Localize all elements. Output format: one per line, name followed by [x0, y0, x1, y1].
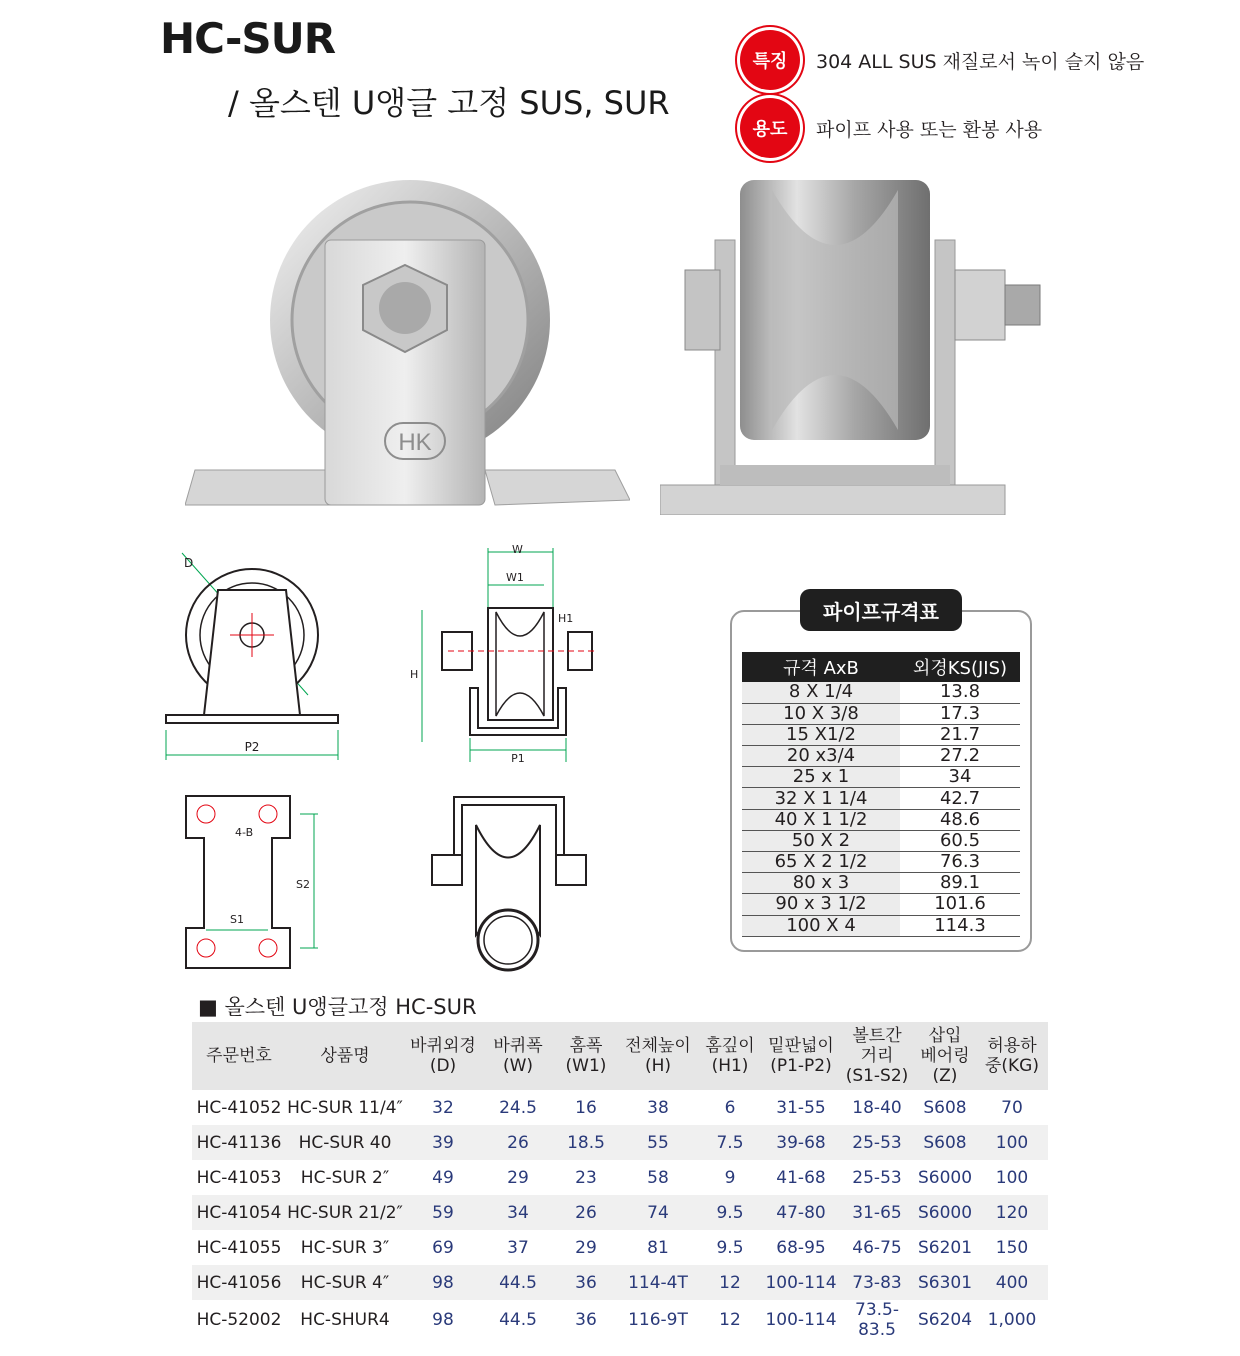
spec-row — [192, 1125, 1048, 1160]
spec-cell-load-capacity: 400 — [976, 1265, 1048, 1300]
spec-cell-product-name: HC-SUR 3″ — [300, 1237, 390, 1258]
pipe-od-cell: 76.3 — [900, 852, 1020, 873]
page-title: HC-SUR — [160, 14, 336, 63]
spec-col-label-line: 밑판넓이 — [768, 1036, 834, 1056]
spec-col-total-height — [618, 1022, 698, 1090]
spec-cell-order-no: HC-52002 — [196, 1310, 282, 1330]
spec-cell-order-no: HC-41056 — [192, 1265, 286, 1300]
spec-col-label-line: 바퀴외경 — [410, 1036, 476, 1056]
spec-cell-order-no: HC-41136 — [192, 1125, 286, 1160]
spec-col-label-line: 볼트간 — [852, 1026, 902, 1046]
spec-col-label-line: 홈깊이 — [705, 1036, 755, 1056]
pipe-size-cell: 8 X 1/4 — [742, 682, 900, 703]
spec-cell-groove-depth: 9.5 — [716, 1237, 744, 1258]
spec-cell-total-height: 114-4T — [618, 1265, 698, 1300]
pipe-row — [742, 894, 1020, 915]
label-w1: W1 — [506, 571, 524, 584]
spec-col-label-line: 베어링 — [920, 1046, 970, 1066]
spec-cell-bolt-distance: 18-40 — [852, 1097, 902, 1118]
pipe-size-cell: 32 X 1 1/4 — [742, 788, 900, 809]
spec-col-label-line: (H) — [644, 1056, 672, 1076]
pipe-row — [742, 830, 1020, 851]
usage-row — [740, 98, 1042, 158]
pipe-row — [742, 873, 1020, 894]
label-h: H — [410, 668, 419, 681]
pipe-col-size: 규격 AxB — [742, 652, 900, 682]
spec-cell-bolt-distance: 25-53 — [852, 1167, 902, 1188]
spec-col-order-no — [192, 1022, 286, 1090]
usage-badge: 용도 — [740, 98, 800, 158]
label-p2: P2 — [244, 740, 260, 754]
label-w: W — [512, 543, 523, 556]
pipe-row — [742, 809, 1020, 830]
drawing-assembly — [428, 795, 608, 975]
label-h1: H1 — [558, 612, 574, 625]
spec-cell-product-name: HC-SUR 4″ — [286, 1265, 404, 1300]
spec-col-bearing — [914, 1022, 976, 1090]
spec-row — [192, 1265, 1048, 1300]
spec-cell-order-no: HC-41055 — [196, 1237, 282, 1258]
spec-cell-groove-width: 29 — [575, 1237, 597, 1258]
pipe-od-cell: 21.7 — [900, 724, 1020, 745]
spec-cell-total-height: 58 — [647, 1167, 669, 1188]
spec-cell-bearing: S6204 — [917, 1310, 973, 1330]
label-s1: S1 — [230, 913, 244, 926]
label-p1: P1 — [511, 752, 525, 765]
spec-col-label-line: (P1-P2) — [770, 1056, 832, 1076]
spec-col-label-line: 바퀴폭 — [493, 1036, 543, 1056]
pipe-size-cell: 50 X 2 — [742, 830, 900, 851]
spec-cell-bearing: S6201 — [917, 1237, 973, 1258]
spec-cell-load-capacity: 100 — [976, 1125, 1048, 1160]
spec-col-base-width — [762, 1022, 840, 1090]
pipe-size-cell: 40 X 1 1/2 — [742, 809, 900, 830]
spec-cell-groove-width: 26 — [554, 1195, 618, 1230]
pipe-od-cell: 89.1 — [900, 873, 1020, 894]
pipe-size-cell: 20 x3/4 — [742, 746, 900, 767]
spec-cell-order-no: HC-41053 — [196, 1167, 282, 1188]
spec-cell-product-name: HC-SUR 40 — [286, 1125, 404, 1160]
spec-row — [192, 1300, 1048, 1340]
spec-col-label-line: (S1-S2) — [845, 1066, 909, 1086]
spec-cell-bearing: S6000 — [917, 1167, 973, 1188]
spec-cell-bolt-distance: 31-65 — [840, 1195, 914, 1230]
spec-row — [192, 1195, 1048, 1230]
spec-cell-wheel-diameter: 59 — [404, 1195, 482, 1230]
drawing-side — [408, 540, 608, 770]
pipe-col-od: 외경KS(JIS) — [900, 652, 1020, 682]
spec-cell-wheel-width: 44.5 — [499, 1310, 537, 1330]
spec-cell-total-height: 116-9T — [628, 1310, 688, 1330]
pipe-size-cell: 80 x 3 — [742, 873, 900, 894]
pipe-od-cell: 27.2 — [900, 746, 1020, 767]
spec-cell-groove-width: 23 — [575, 1167, 597, 1188]
pipe-size-cell: 90 x 3 1/2 — [742, 894, 900, 915]
spec-cell-bolt-distance: 46-75 — [852, 1237, 902, 1258]
spec-cell-base-width: 31-55 — [776, 1097, 826, 1118]
pipe-row — [742, 682, 1020, 703]
spec-col-label-line: (W1) — [565, 1056, 607, 1076]
usage-text: 파이프 사용 또는 환봉 사용 — [816, 118, 1043, 141]
spec-cell-product-name: HC-SUR 2″ — [300, 1167, 390, 1188]
spec-cell-base-width: 41-68 — [776, 1167, 826, 1188]
pipe-row — [742, 915, 1020, 936]
spec-col-label-line: 홈폭 — [569, 1036, 603, 1056]
spec-cell-total-height: 38 — [647, 1097, 669, 1118]
pipe-size-cell: 10 X 3/8 — [742, 703, 900, 724]
drawing-front — [160, 545, 360, 770]
spec-cell-groove-depth: 9 — [724, 1167, 736, 1188]
spec-col-label-line: 삽입 — [928, 1026, 962, 1046]
spec-cell-load-capacity: 100 — [995, 1167, 1029, 1188]
spec-cell-load-capacity: 150 — [995, 1237, 1029, 1258]
spec-cell-product-name: HC-SUR 21/2″ — [286, 1195, 404, 1230]
pipe-od-cell: 17.3 — [900, 703, 1020, 724]
pipe-table-title: 파이프규격표 — [800, 589, 962, 631]
feature-badge: 특징 — [740, 30, 800, 90]
pipe-row — [742, 788, 1020, 809]
spec-col-groove-depth — [698, 1022, 762, 1090]
spec-row — [192, 1230, 1048, 1265]
spec-cell-groove-depth: 12 — [719, 1310, 741, 1330]
spec-cell-base-width: 100-114 — [765, 1310, 837, 1330]
spec-col-label-line: (H1) — [711, 1056, 749, 1076]
pipe-od-cell: 114.3 — [900, 915, 1020, 936]
spec-cell-load-capacity: 70 — [1001, 1097, 1023, 1118]
spec-cell-wheel-width: 37 — [507, 1237, 529, 1258]
spec-cell-total-height: 55 — [618, 1125, 698, 1160]
spec-col-label-line: 상품명 — [320, 1046, 370, 1066]
spec-table-heading: ■ 올스텐 U앵글고정 HC-SUR — [198, 995, 477, 1019]
pipe-row — [742, 703, 1020, 724]
pipe-size-cell: 100 X 4 — [742, 915, 900, 936]
pipe-table — [742, 652, 1020, 937]
spec-cell-groove-depth: 7.5 — [698, 1125, 762, 1160]
spec-cell-order-no: HC-41052 — [196, 1097, 282, 1118]
spec-cell-bolt-distance: 73-83 — [840, 1265, 914, 1300]
spec-cell-bearing: S6301 — [914, 1265, 976, 1300]
spec-col-label-line: 거리 — [860, 1046, 894, 1066]
spec-col-label-line: (W) — [502, 1056, 534, 1076]
product-photo-side — [660, 180, 1060, 515]
spec-cell-wheel-width: 24.5 — [499, 1097, 537, 1118]
spec-col-label-line: (D) — [429, 1056, 457, 1076]
spec-cell-base-width: 68-95 — [776, 1237, 826, 1258]
spec-cell-wheel-diameter: 98 — [432, 1310, 454, 1330]
spec-cell-wheel-diameter: 98 — [404, 1265, 482, 1300]
pipe-size-cell: 65 X 2 1/2 — [742, 852, 900, 873]
spec-row — [192, 1090, 1048, 1125]
spec-col-label-line: 전체높이 — [625, 1036, 691, 1056]
pipe-od-cell: 42.7 — [900, 788, 1020, 809]
pipe-row — [742, 767, 1020, 788]
spec-row — [192, 1160, 1048, 1195]
pipe-od-cell: 34 — [900, 767, 1020, 788]
pipe-od-cell: 60.5 — [900, 830, 1020, 851]
pipe-row — [742, 746, 1020, 767]
spec-col-bolt-distance — [840, 1022, 914, 1090]
spec-cell-wheel-width: 29 — [507, 1167, 529, 1188]
spec-cell-groove-width: 36 — [554, 1265, 618, 1300]
spec-col-load-capacity — [976, 1022, 1048, 1090]
feature-text: 304 ALL SUS 재질로서 녹이 슬지 않음 — [816, 50, 1145, 73]
pipe-od-cell: 48.6 — [900, 809, 1020, 830]
spec-cell-groove-depth: 12 — [698, 1265, 762, 1300]
spec-cell-total-height: 74 — [618, 1195, 698, 1230]
pipe-od-cell: 13.8 — [900, 682, 1020, 703]
spec-cell-groove-depth: 9.5 — [698, 1195, 762, 1230]
spec-cell-wheel-diameter: 39 — [404, 1125, 482, 1160]
spec-cell-groove-width: 18.5 — [554, 1125, 618, 1160]
feature-row — [740, 30, 1144, 90]
label-s2: S2 — [296, 878, 310, 891]
spec-col-wheel-diameter — [404, 1022, 482, 1090]
spec-cell-load-capacity: 120 — [976, 1195, 1048, 1230]
spec-cell-base-width: 39-68 — [762, 1125, 840, 1160]
pipe-od-cell: 101.6 — [900, 894, 1020, 915]
pipe-size-cell: 15 X1/2 — [742, 724, 900, 745]
product-logo: HK — [398, 429, 432, 456]
spec-cell-wheel-width: 34 — [482, 1195, 554, 1230]
spec-cell-groove-depth: 6 — [724, 1097, 736, 1118]
spec-cell-wheel-diameter: 69 — [432, 1237, 454, 1258]
spec-cell-order-no: HC-41054 — [192, 1195, 286, 1230]
spec-col-label-line: (Z) — [932, 1066, 958, 1086]
spec-col-wheel-width — [482, 1022, 554, 1090]
spec-col-label-line: 주문번호 — [206, 1046, 272, 1066]
spec-cell-bolt-distance: 73.5-83.5 — [855, 1300, 899, 1340]
spec-cell-load-capacity: 1,000 — [987, 1310, 1037, 1330]
spec-cell-wheel-diameter: 32 — [432, 1097, 454, 1118]
page-subtitle: / 올스텐 U앵글 고정 SUS, SUR — [228, 84, 670, 122]
drawing-base-plate — [180, 790, 325, 975]
label-d: D — [184, 556, 194, 570]
spec-cell-groove-width: 16 — [575, 1097, 597, 1118]
spec-cell-base-width: 47-80 — [762, 1195, 840, 1230]
spec-cell-groove-width: 36 — [575, 1310, 597, 1330]
spec-cell-base-width: 100-114 — [762, 1265, 840, 1300]
pipe-row — [742, 852, 1020, 873]
spec-cell-bearing: S6000 — [914, 1195, 976, 1230]
spec-cell-product-name: HC-SUR 11/4″ — [287, 1097, 403, 1118]
label-hole: 4-B — [235, 826, 254, 839]
pipe-row — [742, 724, 1020, 745]
spec-cell-bearing: S608 — [914, 1125, 976, 1160]
spec-col-label-line: 중(KG) — [984, 1056, 1039, 1076]
spec-col-groove-width — [554, 1022, 618, 1090]
spec-cell-bearing: S608 — [923, 1097, 967, 1118]
pipe-size-cell: 25 x 1 — [742, 767, 900, 788]
spec-cell-wheel-width: 26 — [482, 1125, 554, 1160]
spec-cell-total-height: 81 — [647, 1237, 669, 1258]
spec-col-product-name — [286, 1022, 404, 1090]
spec-cell-wheel-width: 44.5 — [482, 1265, 554, 1300]
product-photo-front — [185, 180, 630, 515]
spec-table — [192, 1022, 1048, 1340]
spec-cell-product-name: HC-SHUR4 — [300, 1310, 390, 1330]
spec-col-label-line: 허용하 — [987, 1036, 1037, 1056]
spec-cell-bolt-distance: 25-53 — [840, 1125, 914, 1160]
spec-cell-wheel-diameter: 49 — [432, 1167, 454, 1188]
